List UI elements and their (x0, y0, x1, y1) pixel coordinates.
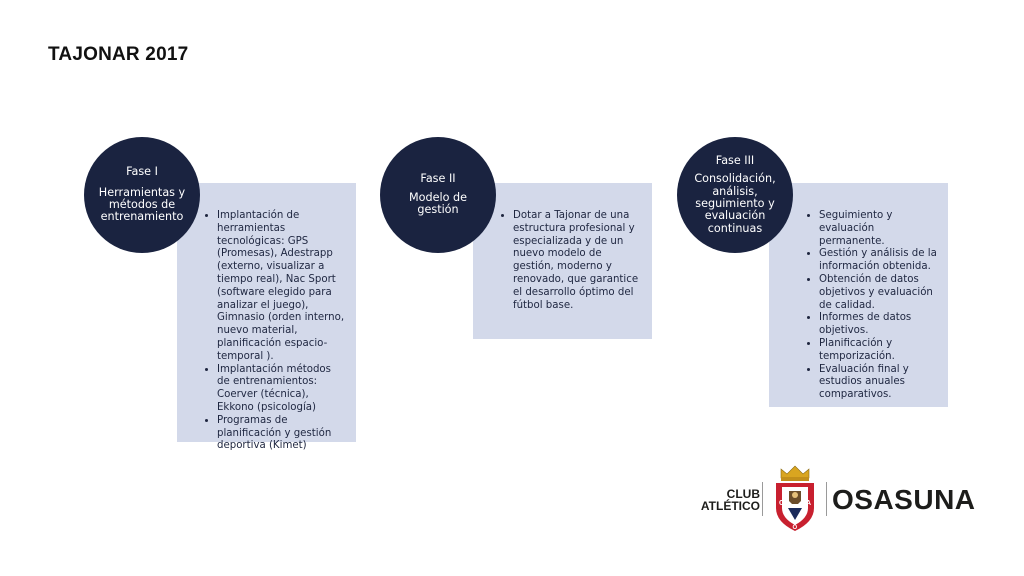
phase-3-label: Fase III (715, 153, 755, 167)
phase-3-name: Consolidación, análisis, seguimiento y evaluación continuas (694, 172, 776, 235)
phase-3-circle (677, 137, 793, 253)
phase-1-label: Fase I (126, 165, 158, 179)
phase-2-name: Modelo de gestión (409, 190, 467, 217)
club-text: CLUB (726, 487, 760, 501)
phase-3-list (801, 210, 940, 402)
list-item: • Seguimiento y evaluación permanente. (819, 210, 940, 248)
osasuna-wordmark: OSASUNA (832, 484, 976, 515)
phase-1-name: Herramientas y métodos de entrenamiento (98, 185, 186, 224)
list-item: • Gestión y análisis de la información obtenida. (819, 248, 940, 274)
atletico-text: ATLÉTICO (700, 499, 760, 513)
logo-divider (826, 482, 827, 516)
list-item: • Evaluación final y estudios anuales comparativos. (819, 364, 940, 402)
list-item: • Dotar a Tajonar de una estructura profesional y especializada y de un nuevo modelo de gestión, moderno y renovado, que garantice el desarrollo óptimo del fútbol base. (513, 210, 642, 312)
phase-3-details (769, 183, 948, 407)
crest-letter-o: O (792, 525, 798, 531)
slide-title: TAJONAR 2017 (48, 44, 189, 65)
phase-2-label: Fase II (420, 172, 456, 186)
list-item: • Informes de datos objetivos. (819, 312, 940, 338)
phase-2-list (495, 210, 642, 312)
club-logo (698, 464, 978, 534)
crest-letter-a: A (806, 500, 812, 507)
list-item: • Obtención de datos objetivos y evaluación de calidad. (819, 274, 940, 312)
osasuna-crest-icon (764, 464, 826, 534)
phase-2-details (473, 183, 652, 339)
crest-letter-c: C (779, 500, 785, 507)
phase-1-details (177, 183, 356, 452)
list-item: • Implantación métodos de entrenamientos: Coerver (técnica), Ekkono (psicología) (217, 364, 346, 415)
club-atletico-text (698, 488, 760, 512)
logo-divider (762, 482, 763, 516)
phase-2-circle (380, 137, 496, 253)
phase-1-list (199, 210, 346, 453)
list-item: • Programas de planificación y gestión deportiva (Kimet) (217, 415, 346, 453)
list-item: • Implantación de herramientas tecnológicas: GPS (Promesas), Adestrapp (externo, visualizar a tiempo real), Nac Sport (software elegido para analizar el juego), Gimnasio (orden interno, nuevo material, planificación espacio-temporal ). (217, 210, 346, 364)
phase-1-circle (84, 137, 200, 253)
list-item: • Planificación y temporización. (819, 338, 940, 364)
